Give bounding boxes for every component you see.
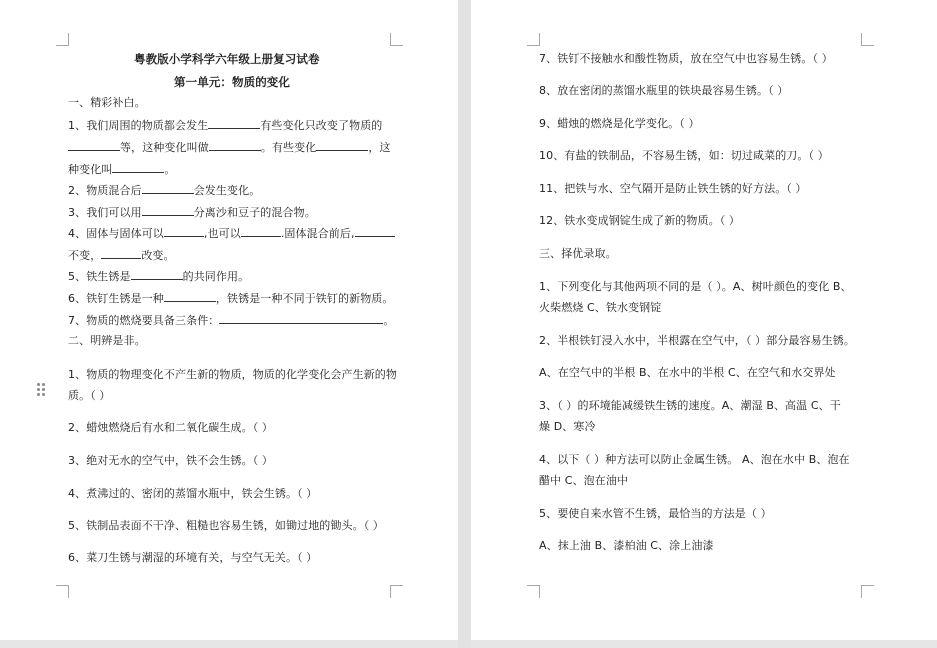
fill-question-1-line-1: 1、我们周围的物质都会发生 有些变化只改变了物质的 [68, 119, 383, 132]
choice-question-3-line-2: 燥 D、寒冷 [539, 420, 596, 433]
judge-question-8: 8、放在密闭的蒸馏水瓶里的铁块最容易生锈。（ ） [539, 84, 789, 97]
section-heading-choice: 三、择优录取。 [539, 247, 617, 260]
drag-handle-icon[interactable] [37, 383, 45, 399]
judge-question-1-line-2: 质。（ ） [68, 389, 111, 402]
margin-corner-bottom-right [390, 585, 403, 598]
choice-question-3-line-1: 3、（ ）的环境能减缓铁生锈的速度。A、潮湿 B、高温 C、干 [539, 399, 841, 412]
choice-question-4-line-2: 醋中 C、泡在油中 [539, 474, 629, 487]
section-heading-judge: 二、明辨是非。 [68, 334, 146, 347]
judge-question-3: 3、绝对无水的空气中，铁不会生锈。（ ） [68, 454, 273, 467]
choice-question-2-options: A、在空气中的半根 B、在水中的半根 C、在空气和水交界处 [539, 366, 836, 379]
judge-question-4: 4、煮沸过的、密闭的蒸馏水瓶中，铁会生锈。（ ） [68, 487, 318, 500]
margin-corner-bottom-left [527, 585, 540, 598]
margin-corner-bottom-left [56, 585, 69, 598]
choice-question-4-line-1: 4、以下（ ）种方法可以防止金属生锈。 A、泡在水中 B、泡在 [539, 453, 850, 466]
choice-question-2-line-1: 2、半根铁钉浸入水中，半根露在空气中，（ ）部分最容易生锈。 [539, 334, 855, 347]
judge-question-11: 11、把铁与水、空气隔开是防止铁生锈的好方法。（ ） [539, 182, 807, 195]
section-heading-fill: 一、精彩补白。 [68, 96, 146, 109]
margin-corner-top-left [527, 33, 540, 46]
choice-question-1-line-2: 火柴燃烧 C、铁水变钢锭 [539, 301, 662, 314]
page-gap [458, 0, 471, 648]
document-page-1 [0, 0, 458, 640]
fill-question-4-line-1: 4、固体与固体可以 ,也可以 .固体混合前后, [68, 226, 395, 241]
fill-question-7: 7、物质的燃烧要具备三条件： 。 [68, 314, 395, 327]
margin-corner-top-right [390, 33, 403, 46]
margin-corner-top-left [56, 33, 69, 46]
judge-question-6: 6、菜刀生锈与潮湿的环境有关，与空气无关。（ ） [68, 551, 318, 564]
fill-question-1-line-2: 等，这种变化叫做 。有些变化 ，这 [68, 140, 391, 155]
fill-question-2: 2、物质混合后 会发生变化。 [68, 184, 261, 197]
judge-question-9: 9、蜡烛的燃烧是化学变化。（ ） [539, 117, 700, 130]
fill-question-5: 5、铁生锈是 的共同作用。 [68, 270, 250, 283]
margin-corner-bottom-right [861, 585, 874, 598]
judge-question-5: 5、铁制品表面不干净、粗糙也容易生锈，如锄过地的锄头。（ ） [68, 519, 384, 532]
judge-question-1-line-1: 1、物质的物理变化不产生新的物质，物质的化学变化会产生新的物 [68, 368, 397, 381]
exam-title: 粤教版小学科学六年级上册复习试卷 [134, 52, 320, 66]
judge-question-12: 12、铁水变成钢锭生成了新的物质。（ ） [539, 214, 740, 227]
unit-title: 第一单元：物质的变化 [174, 75, 290, 89]
fill-question-3: 3、我们可以用 分离沙和豆子的混合物。 [68, 206, 316, 219]
fill-question-6: 6、铁钉生锈是一种 ，铁锈是一种不同于铁钉的新物质。 [68, 292, 394, 305]
document-page-2 [471, 0, 937, 640]
choice-question-1-line-1: 1、下列变化与其他两项不同的是（ ）。A、树叶颜色的变化 B、 [539, 280, 852, 293]
judge-question-10: 10、有盐的铁制品，不容易生锈，如：切过咸菜的刀。（ ） [539, 149, 829, 162]
judge-question-7: 7、铁钉不接触水和酸性物质，放在空气中也容易生锈。（ ） [539, 52, 833, 65]
choice-question-5-line-1: 5、要使自来水管不生锈，最恰当的方法是（ ） [539, 507, 772, 520]
judge-question-2: 2、蜡烛燃烧后有水和二氧化碳生成。（ ） [68, 421, 273, 434]
fill-question-4-line-2: 不变， 改变。 [68, 249, 175, 262]
fill-question-1-line-3: 种变化叫 。 [68, 163, 176, 176]
choice-question-5-options: A、抹上油 B、漆柏油 C、涂上油漆 [539, 539, 714, 552]
margin-corner-top-right [861, 33, 874, 46]
